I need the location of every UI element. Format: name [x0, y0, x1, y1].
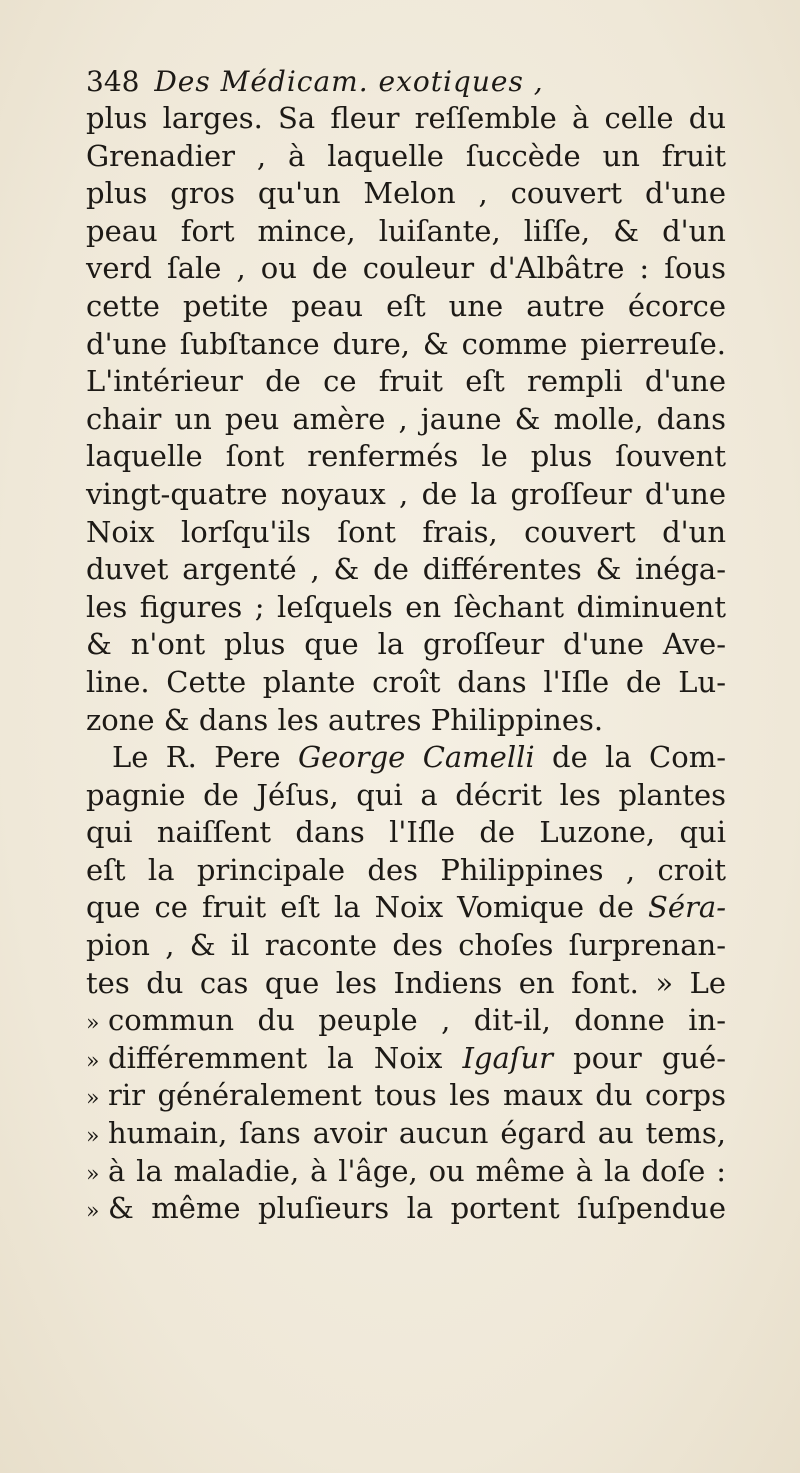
- page-number: 348: [86, 65, 140, 98]
- person-name: Séra-: [648, 890, 727, 925]
- text-fragment: rir généralement tous les maux du corps: [108, 1078, 726, 1113]
- text-line: plus gros qu'un Melon , couvert d'une: [86, 176, 726, 211]
- text-line: [86, 1115, 726, 1153]
- page-header: [86, 62, 726, 102]
- text-fragment: à la maladie, à l'âge, ou même à la doſe :: [108, 1153, 726, 1188]
- text-line: peau fort mince, luiſante, liſſe, & d'un: [86, 213, 726, 248]
- text-line: [86, 1077, 726, 1115]
- text-line: plus larges. Sa fleur reſſemble à celle du: [86, 101, 726, 135]
- text-fragment: Le: [689, 965, 726, 1000]
- text-line: duvet argenté , & de différentes & inéga-: [86, 552, 726, 587]
- text-fragment: humain, ſans avoir aucun égard au tems,: [108, 1116, 726, 1151]
- text-line: d'une ſubſtance dure, & comme pierreuſe.: [86, 326, 726, 361]
- text-line: & n'ont plus que la groſſeur d'une Ave-: [86, 627, 726, 662]
- text-line: pion , & il raconte des choſes ſurprenan-: [86, 928, 726, 963]
- quote-mark: »: [86, 1048, 100, 1074]
- text-fragment: & même pluſieurs la portent ſuſpendue: [108, 1191, 726, 1226]
- text-line: pagnie de Jéſus, qui a décrit les plantes: [86, 777, 726, 812]
- person-name: George Camelli: [297, 740, 535, 775]
- quote-mark: »: [86, 1124, 100, 1150]
- text-line: [86, 1190, 726, 1228]
- text-line: vingt-quatre noyaux , de la groſſeur d'une: [86, 476, 726, 511]
- text-line: [86, 1153, 726, 1191]
- text-line: [86, 1002, 726, 1040]
- text-line-serapion: [86, 889, 726, 927]
- text-line: cette petite peau eſt une autre écorce: [86, 288, 726, 323]
- text-line: verd ſale , ou de couleur d'Albâtre : ſous: [86, 251, 726, 286]
- text-fragment: pour gué-: [573, 1040, 727, 1075]
- text-line: L'intérieur de ce fruit eſt rempli d'une: [86, 364, 726, 399]
- text-line: laquelle ſont renfermés le plus ſouvent: [86, 439, 726, 474]
- text-line: Grenadier , à laquelle ſuccède un fruit: [86, 138, 726, 173]
- text-line: zone & dans les autres Philippines.: [86, 702, 604, 737]
- text-line: les figures ; leſquels en ſèchant diminuent: [86, 589, 726, 624]
- quote-mark: »: [86, 1161, 100, 1187]
- text-fragment: différemment la Noix: [108, 1040, 443, 1075]
- text-fragment: Le R. Pere: [112, 740, 281, 775]
- quote-mark: »: [86, 1199, 100, 1225]
- text-fragment: de la Com-: [552, 740, 727, 775]
- plant-name: Igaſur: [462, 1040, 554, 1075]
- text-line-quote-start: [86, 965, 726, 1003]
- text-fragment: que ce fruit eſt la Noix Vomique de: [86, 890, 634, 925]
- text-body: [86, 100, 726, 1228]
- text-fragment: commun du peuple , dit-il, donne in-: [108, 1003, 726, 1038]
- running-title: Des Médicam. exotiques ,: [154, 65, 544, 98]
- text-line: eſt la principale des Philippines , croit: [86, 852, 726, 887]
- text-line: Noix lorſqu'ils ſont frais, couvert d'un: [86, 514, 726, 549]
- text-line: line. Cette plante croît dans l'Iſle de Lu-: [86, 664, 726, 699]
- quote-mark: »: [655, 965, 674, 1000]
- quote-mark: »: [86, 1086, 100, 1112]
- text-line: chair un peu amère , jaune & molle, dans: [86, 401, 726, 436]
- text-line-igasur: [86, 1040, 726, 1078]
- text-line: qui naiſſent dans l'Iſle de Luzone, qui: [86, 815, 726, 850]
- text-line-camelli: [86, 739, 726, 777]
- text-fragment: tes du cas que les Indiens en font.: [86, 965, 639, 1000]
- quote-mark: »: [86, 1011, 100, 1037]
